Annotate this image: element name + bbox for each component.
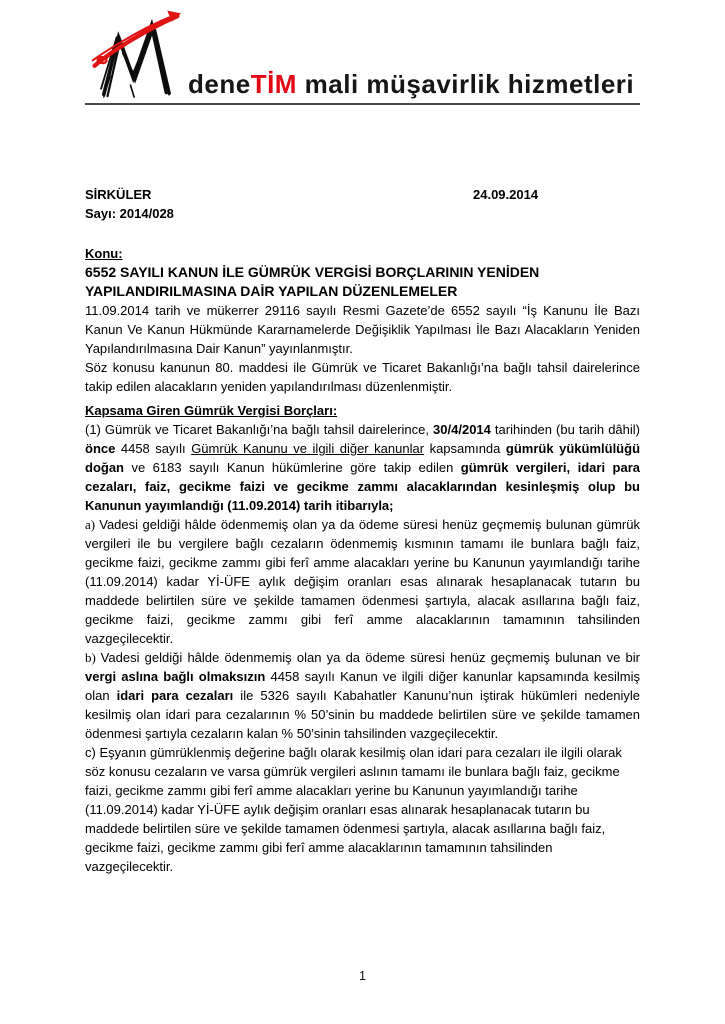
subject-title-line1: 6552 SAYILI KANUN İLE GÜMRÜK VERGİSİ BORÇLARININ YENİDEN (85, 264, 540, 280)
subject-block (85, 244, 640, 301)
subject-label: Konu: (85, 246, 123, 261)
section-heading: Kapsama Giren Gümrük Vergisi Borçları: (85, 403, 338, 418)
m-scribble-arrow-logo-icon (90, 6, 182, 98)
meta-row (85, 185, 640, 204)
paragraph-scope-1: (1) Gümrük ve Ticaret Bakanlığı’na bağlı tahsil dairelerince, 30/4/2014 tarihinden (bu tarih dâhil) önce 4458 sayılı Gümrük Kanunu ve ilgili diğer kanunlar kapsamında gümrük yükümlülüğü doğan ve 6183 sayılı Kanun hükümlerine göre takip edilen gümrük vergileri, idari para cezaları, faiz, gecikme faizi ve gecikme zammı alacaklarından kesinleşmiş olup bu Kanunun yayımlandığı (11.09.2014) tarih itibarıyla; (85, 422, 641, 513)
page-number: 1 (359, 969, 366, 983)
paragraph-item-c: c) Eşyanın gümrüklenmiş değerine bağlı olarak kesilmiş olan idari para cezaları ile ilgili olarak söz konusu cezaların ve varsa gümrük vergileri aslının tamamı ile bunlara bağlı faiz, gecikme faizi, gecikme zammı gibi ferî amme alacakları yerine bu Kanunun yayımlandığı tarihe (11.09.2014) kadar Yİ-ÜFE aylık değişim oranları esas alınarak hesaplanacak tutarın bu maddede belirtilen süre ve şekilde tamamen ödenmesi şartıyla, alacak asıllarına bağlı faiz, gecikme faizi, gecikme zammı gibi ferî amme alacaklarının tamamının tahsilinden vazgeçilecektir. (85, 745, 622, 874)
paragraph-item-a: a) Vadesi geldiği hâlde ödenmemiş olan ya da ödeme süresi henüz geçmemiş bulunan gümrük vergileri ile bu vergilere bağlı cezaların ödenmemiş kısmının tamamı ile bunlara bağlı faiz, gecikme faizi, gecikme zammı gibi ferî amme alacakları yerine bu Kanunun yayımlandığı tarihe (11.09.2014) kadar Yİ-ÜFE aylık değişim oranları esas alınarak hesaplanacak tutarın bu maddede belirtilen süre ve şekilde tamamen ödenmesi şartıyla, alacak asıllarına bağlı faiz, gecikme faizi, gecikme zammı gibi ferî amme alacaklarının tamamının tahsilinden vazgeçilecektir. (85, 517, 640, 646)
doc-number: Sayı: 2014/028 (85, 206, 174, 221)
paragraph-intro-1: 11.09.2014 tarih ve mükerrer 29116 sayılı Resmi Gazete’de 6552 sayılı “İş Kanunu İle Bazı Kanun Ve Kanun Hükmünde Kararnamelerde Değişiklik Yapılması İle Bazı Alacakların Yeniden Yapılandırılmasına Dair Kanun” yayınlanmıştır. (85, 303, 640, 356)
paragraph-item-b: b) Vadesi geldiği hâlde ödenmemiş olan ya da ödeme süresi henüz geçmemiş bulunan ve bir vergi aslına bağlı olmaksızın 4458 sayılı Kanun ve ilgili diğer kanunlar kapsamında kesilmiş olan idari para cezaları ile 5326 sayılı Kabahatler Kanunu’nun iştirak hükümleri nedeniyle kesilmiş olan idari para cezalarının % 50’sinin bu maddede belirtilen süre ve şekilde tamamen ödenmesi şartıyla cezaların kalan % 50’sinin tahsilinden vazgeçilecektir. (85, 650, 640, 741)
brand-highlight: TİM (250, 69, 297, 99)
letterhead (85, 0, 640, 105)
document-body (85, 185, 640, 876)
brand-prefix: dene (188, 69, 251, 99)
paragraph-intro-2: Söz konusu kanunun 80. maddesi ile Gümrük ve Ticaret Bakanlığı’na bağlı tahsil dairelerince takip edilen alacakların yeniden yapılandırılması düzenlenmiştir. (85, 360, 640, 394)
brand-suffix: mali müşavirlik hizmetleri (296, 69, 635, 99)
brand-title (188, 69, 634, 100)
doc-date: 24.09.2014 (473, 187, 539, 202)
doc-type-label: SİRKÜLER (85, 187, 152, 202)
subject-title-line2: YAPILANDIRILMASINA DAİR YAPILAN DÜZENLEMELER (85, 283, 458, 299)
